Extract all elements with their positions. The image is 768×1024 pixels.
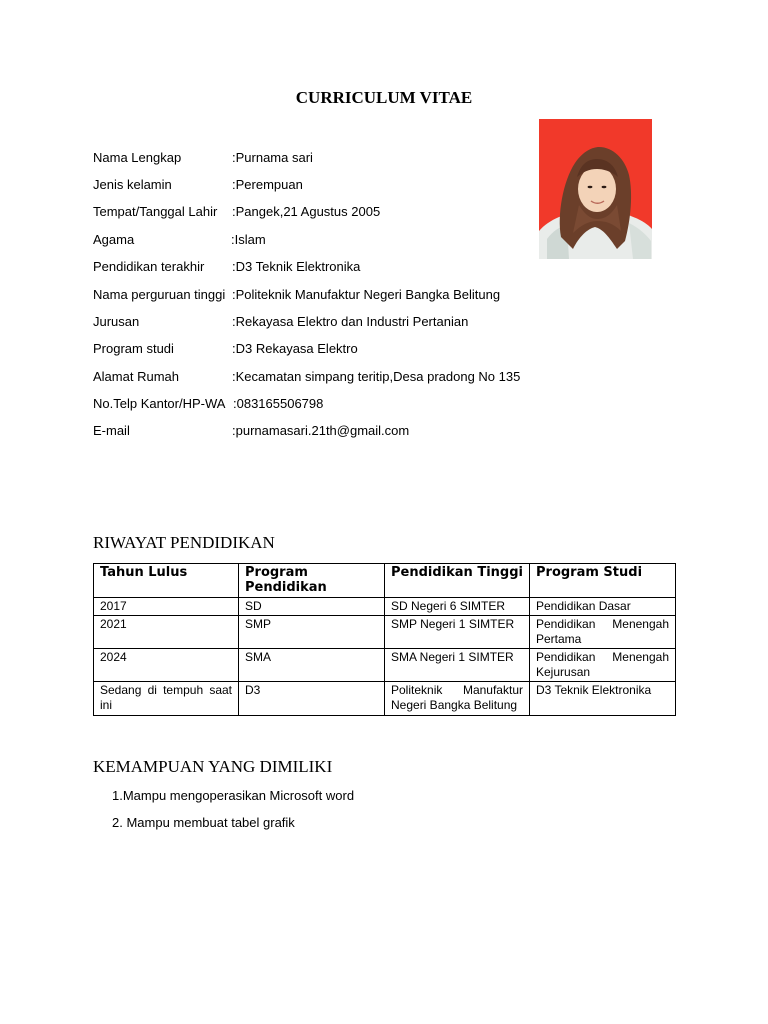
table-cell: 2021 [94, 616, 239, 649]
info-label: Nama Lengkap [93, 150, 182, 165]
skill-item: 1.Mampu mengoperasikan Microsoft word [112, 788, 355, 803]
table-cell: Politeknik Manufaktur Negeri Bangka Belitung [385, 682, 530, 716]
table-row [94, 649, 676, 682]
column-header: Program Pendidikan [239, 564, 385, 598]
info-value: :Rekayasa Elektro dan Industri Pertanian [232, 314, 469, 329]
info-value: :Perempuan [232, 177, 303, 192]
table-cell: SMP Negeri 1 SIMTER [385, 616, 530, 649]
skill-item: 2. Mampu membuat tabel grafik [112, 815, 295, 830]
info-label: Agama [93, 232, 135, 247]
info-label: Jenis kelamin [93, 177, 172, 192]
info-value: :Politeknik Manufaktur Negeri Bangka Belitung [232, 287, 501, 302]
person-photo-icon [539, 119, 652, 259]
info-value: :Purnama sari [232, 150, 313, 165]
table-cell: 2024 [94, 649, 239, 682]
info-label: Alamat Rumah [93, 369, 179, 384]
skills-heading: KEMAMPUAN YANG DIMILIKI [93, 757, 333, 776]
table-cell: SD [239, 598, 385, 616]
table-cell: Pendidikan Menengah Pertama [530, 616, 676, 649]
profile-photo [539, 119, 652, 259]
table-header-row [94, 564, 676, 598]
column-header: Program Studi [530, 564, 676, 598]
info-value: :Pangek,21 Agustus 2005 [232, 204, 381, 219]
info-label: Pendidikan terakhir [93, 259, 205, 274]
document-title: CURRICULUM VITAE [295, 88, 473, 107]
table-row [94, 598, 676, 616]
column-header: Pendidikan Tinggi [385, 564, 530, 598]
info-label: Tempat/Tanggal Lahir [93, 204, 218, 219]
column-header: Tahun Lulus [94, 564, 239, 598]
table-cell: SMA [239, 649, 385, 682]
table-cell: Pendidikan Dasar [530, 598, 676, 616]
info-value: :083165506798 [233, 396, 324, 411]
table-row [94, 682, 676, 716]
education-table [93, 563, 676, 716]
info-value: :D3 Rekayasa Elektro [232, 341, 358, 356]
table-cell: D3 [239, 682, 385, 716]
table-cell: SMA Negeri 1 SIMTER [385, 649, 530, 682]
table-cell: Pendidikan Menengah Kejurusan [530, 649, 676, 682]
table-cell: SD Negeri 6 SIMTER [385, 598, 530, 616]
info-label: Program studi [93, 341, 174, 356]
info-value: :D3 Teknik Elektronika [232, 259, 361, 274]
education-heading: RIWAYAT PENDIDIKAN [93, 533, 275, 552]
table-cell: 2017 [94, 598, 239, 616]
info-label: Nama perguruan tinggi [93, 287, 226, 302]
table-cell: D3 Teknik Elektronika [530, 682, 676, 716]
info-label: No.Telp Kantor/HP-WA [93, 396, 226, 411]
info-label: E-mail [93, 423, 130, 438]
info-value: :purnamasari.21th@gmail.com [232, 423, 410, 438]
info-value: :Kecamatan simpang teritip,Desa pradong No 135 [232, 369, 521, 384]
table-row [94, 616, 676, 649]
info-value: :Islam [231, 232, 266, 247]
table-cell: Sedang di tempuh saat ini [94, 682, 239, 716]
table-cell: SMP [239, 616, 385, 649]
info-label: Jurusan [93, 314, 140, 329]
